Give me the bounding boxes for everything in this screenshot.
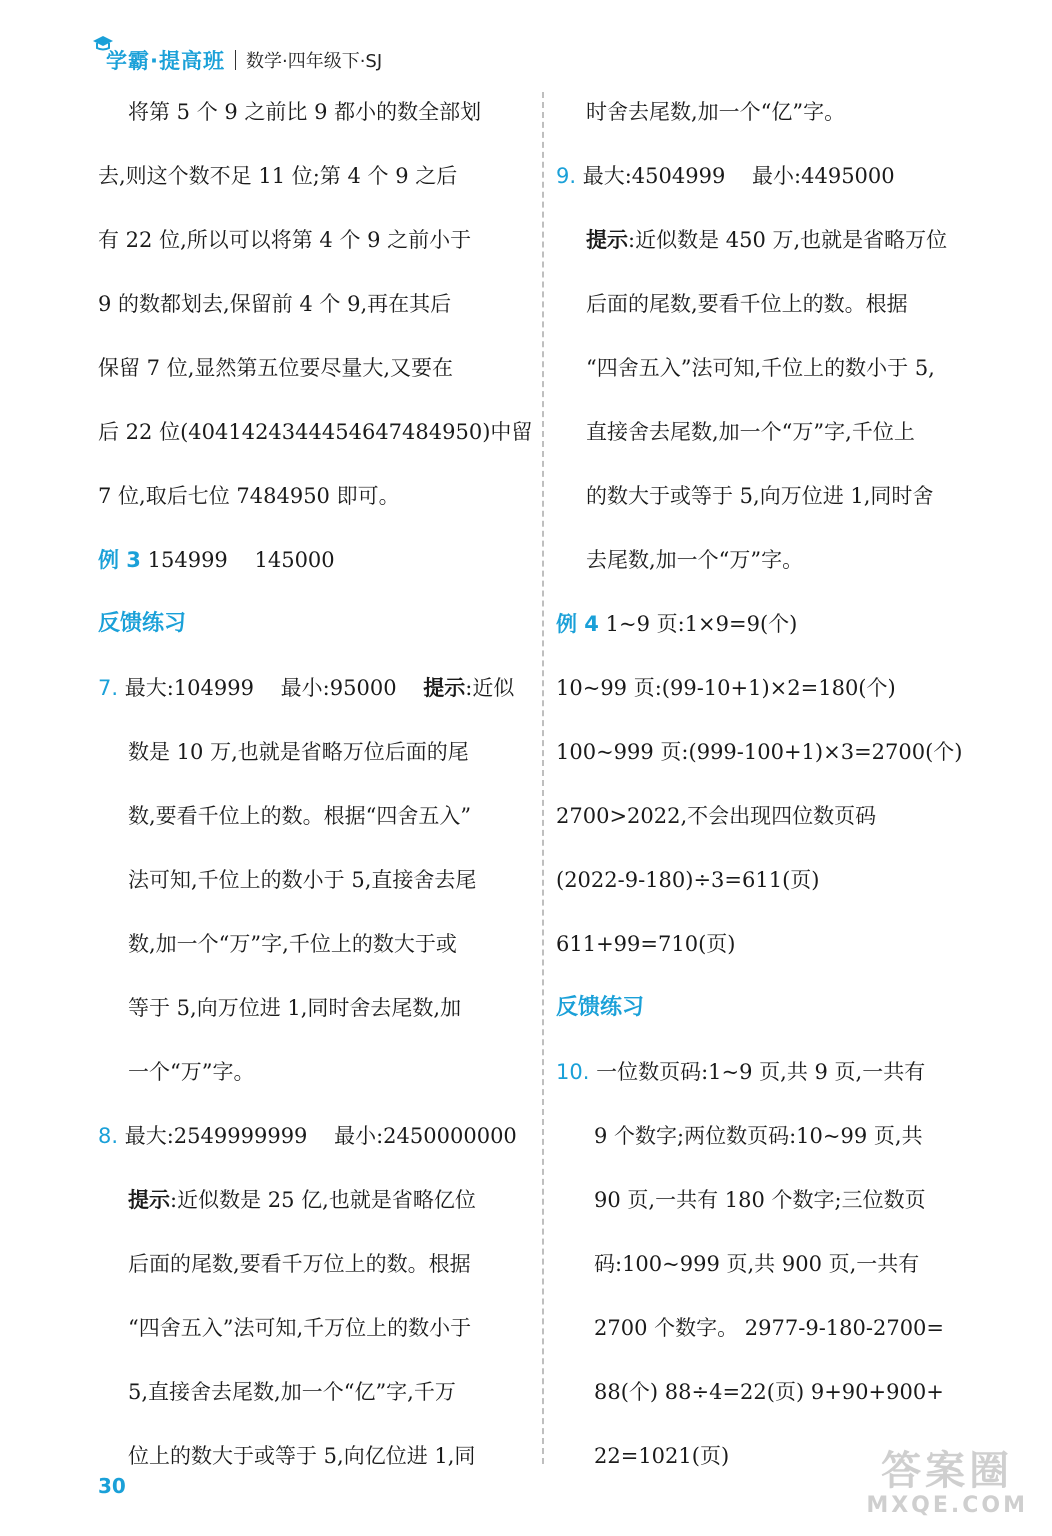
equation-line: 611+99=710(页)	[556, 932, 736, 956]
hint-label: 提示	[423, 676, 466, 700]
example-label: 例 4	[556, 612, 599, 636]
header-separator	[235, 50, 236, 70]
equation-line: 10~99 页:(99-10+1)×2=180(个)	[556, 676, 896, 700]
left-column	[98, 80, 533, 1488]
text-line: 数,加一个“万”字,千位上的数大于或	[128, 932, 457, 956]
text-line: 后面的尾数,要看千位上的数。根据	[586, 292, 908, 316]
text-line: 等于 5,向万位进 1,同时舍去尾数,加	[128, 996, 462, 1020]
text-line: 9 的数都划去,保留前 4 个 9,再在其后	[98, 292, 452, 316]
page-header	[98, 40, 382, 80]
text-line: 后面的尾数,要看千万位上的数。根据	[128, 1252, 471, 1276]
text-line: 一个“万”字。	[128, 1060, 255, 1084]
q9-hint-start: :近似数是 450 万,也就是省略万位	[628, 228, 948, 252]
text-line: 90 页,一共有 180 个数字;三位数页	[594, 1188, 926, 1212]
question-number: 7.	[98, 676, 119, 700]
text-line: 22=1021(页)	[594, 1444, 730, 1468]
text-line: 保留 7 位,显然第五位要尽量大,又要在	[98, 356, 454, 380]
text-line: 数,要看千位上的数。根据“四舍五入”	[128, 804, 472, 828]
equation-line: (2022-9-180)÷3=611(页)	[556, 868, 820, 892]
text-line: 88(个) 88÷4=22(页) 9+90+900+	[594, 1380, 944, 1404]
question-number: 9.	[556, 164, 577, 188]
text-line: 将第 5 个 9 之前比 9 都小的数全部划	[128, 100, 482, 124]
example-label: 例 3	[98, 548, 141, 572]
example-3-answer-b: 145000	[254, 548, 335, 572]
q9-min: 最小:4495000	[752, 164, 895, 188]
hint-line	[98, 1168, 528, 1232]
q10-first: 一位数页码:1~9 页,共 9 页,一共有	[596, 1060, 926, 1084]
watermark-en: MXQE.COM	[866, 1493, 1028, 1518]
text-line: 7 位,取后七位 7484950 即可。	[98, 484, 400, 508]
question-7-line	[98, 656, 528, 720]
text-line: 后 22 位(4041424344454647484950)中留	[98, 420, 533, 444]
text-line: 5,直接舍去尾数,加一个“亿”字,千万	[128, 1380, 456, 1404]
section-title-feedback: 反馈练习	[98, 611, 187, 636]
text-line: 2700 个数字。 2977-9-180-2700=	[594, 1316, 945, 1340]
question-10-line	[556, 1040, 990, 1104]
example-3-answer-a: 154999	[147, 548, 228, 572]
right-column	[556, 80, 990, 1488]
page-number: 30	[98, 1474, 126, 1498]
text-line: 去,则这个数不足 11 位;第 4 个 9 之后	[98, 164, 458, 188]
hint-label: 提示	[128, 1188, 170, 1212]
book-subject: 数学·四年级下·SJ	[245, 51, 383, 72]
section-title-feedback: 反馈练习	[556, 995, 645, 1020]
question-number: 8.	[98, 1124, 119, 1148]
example-3	[98, 528, 528, 592]
text-line: 法可知,千位上的数小于 5,直接舍去尾	[128, 868, 477, 892]
text-line: 码:100~999 页,共 900 页,一共有	[594, 1252, 920, 1276]
text-line: “四舍五入”法可知,千万位上的数小于	[128, 1316, 472, 1340]
watermark	[866, 1449, 1028, 1518]
text-line: 位上的数大于或等于 5,向亿位进 1,同	[128, 1444, 476, 1468]
q7-hint-start: :近似	[465, 676, 515, 700]
example-4-first: 1~9 页:1×9=9(个)	[605, 612, 798, 636]
watermark-cn: 答案圈	[881, 1448, 1014, 1494]
question-number: 10.	[556, 1060, 590, 1084]
question-8-line	[98, 1104, 528, 1168]
column-divider	[542, 92, 544, 1464]
text-line: 有 22 位,所以可以将第 4 个 9 之前小于	[98, 228, 472, 252]
hint-label: 提示	[586, 228, 628, 252]
text-line: 9 个数字;两位数页码:10~99 页,共	[594, 1124, 923, 1148]
text-line: 的数大于或等于 5,向万位进 1,同时舍	[586, 484, 934, 508]
q8-max: 最大:2549999999	[124, 1124, 308, 1148]
q8-min: 最小:2450000000	[334, 1124, 517, 1148]
brand-name: 学霸·提高班	[106, 49, 225, 73]
text-line: “四舍五入”法可知,千位上的数小于 5,	[586, 356, 935, 380]
q7-min: 最小:95000	[280, 676, 397, 700]
example-4	[556, 592, 990, 656]
text-line: 去尾数,加一个“万”字。	[586, 548, 804, 572]
q9-max: 最大:4504999	[582, 164, 726, 188]
question-9-line	[556, 144, 990, 208]
q8-hint-start: :近似数是 25 亿,也就是省略亿位	[170, 1188, 476, 1212]
hint-line	[556, 208, 990, 272]
graduation-cap-icon	[92, 35, 114, 53]
brand-logo	[98, 45, 225, 75]
text-line: 时舍去尾数,加一个“亿”字。	[586, 100, 846, 124]
text-line: 直接舍去尾数,加一个“万”字,千位上	[586, 420, 915, 444]
q7-max: 最大:104999	[124, 676, 254, 700]
equation-line: 100~999 页:(999-100+1)×3=2700(个)	[556, 740, 963, 764]
text-line: 数是 10 万,也就是省略万位后面的尾	[128, 740, 469, 764]
equation-line: 2700>2022,不会出现四位数页码	[556, 804, 877, 828]
